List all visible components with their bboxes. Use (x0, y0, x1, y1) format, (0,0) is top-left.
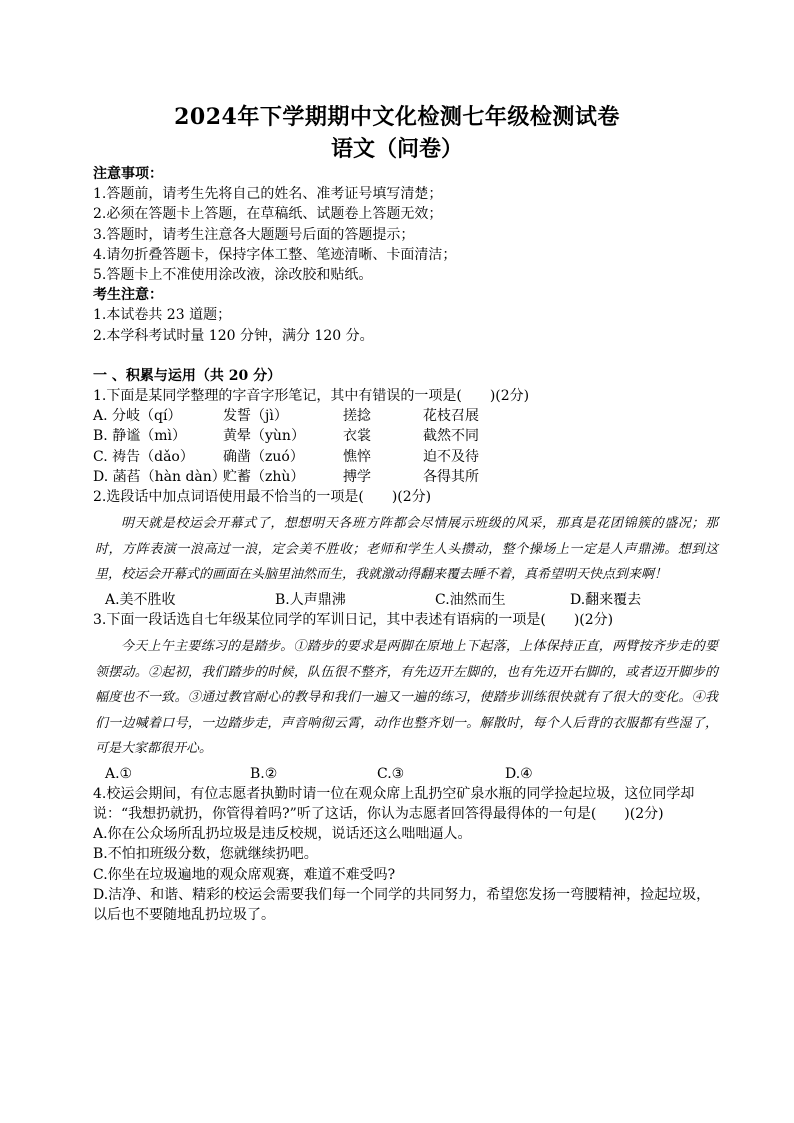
q1-cell: 花枝召展 (423, 408, 479, 425)
q1-cell: 确凿（zuó） (223, 448, 304, 465)
candidate-heading: 考生注意： (93, 287, 163, 304)
notice-item: 4.请勿折叠答题卡，保持字体工整、笔迹清晰、卡面清洁； (93, 246, 457, 263)
question-1-row (93, 426, 718, 446)
question-2-passage: 明天就是校运会开幕式了，想想明天各班方阵都会尽情展示班级的风采，那真是花团锦簇的盛况；那时，方阵表演一浪高过一浪，定会美不胜收；老师和学生人头攒动，整个操场上一定是人声鼎沸。想到这里，校运会开幕式的画面在头脑里油然而生，我就激动得翻来覆去睡不着，真希望明天快点到来啊！ (95, 516, 718, 583)
q2-option-b: B.人声鼎沸 (275, 591, 346, 608)
q1-cell: 憔悴 (343, 448, 371, 465)
question-1-row (93, 467, 718, 487)
exam-subtitle: 语文（问卷） (330, 136, 463, 162)
q4-option-c: C.你坐在垃圾遍地的观众席观赛，难道不难受吗? (93, 866, 396, 883)
q3-option-d: D.④ (505, 765, 533, 782)
question-3-stem: 3.下面一段话选自七年级某位同学的军训日记，其中表述有语病的一项是( )(2分) (93, 611, 614, 628)
q1-cell: 搏学 (343, 468, 371, 485)
q2-option-a: A.美不胜收 (105, 591, 176, 608)
question-1-row (93, 406, 718, 426)
candidate-item: 1.本试卷共 23 道题； (93, 307, 232, 324)
question-4-stem: 4.校运会期间，有位志愿者执勤时请一位在观众席上乱扔空矿泉水瓶的同学捡起垃圾，这位同学却说：“我想扔就扔，你管得着吗?”听了这话，你认为志愿者回答得最得体的一句是( )(2分) (93, 785, 695, 823)
q1-cell: 黄晕（yùn） (223, 428, 305, 445)
q4-option-d: D.洁净、和谐、精彩的校运会需要我们每一个同学的共同努力，希望您发扬一弯腰精神，捡起垃圾，以后也不要随地乱扔垃圾了。 (93, 886, 711, 924)
q1-cell: 搓捻 (343, 408, 371, 425)
exam-title: 2024年下学期期中文化检测七年级检测试卷 (174, 104, 620, 130)
q1-cell: D. 菡萏（hàn dàn） (93, 468, 226, 485)
q1-cell: 截然不同 (423, 428, 479, 445)
q3-option-c: C.③ (377, 765, 405, 782)
question-2-stem: 2.选段话中加点词语使用最不恰当的一项是( )(2分) (93, 489, 432, 506)
q1-cell: 发誓（jì） (223, 408, 288, 425)
question-1-row (93, 447, 718, 467)
notice-item: 1.答题前，请考生先将自己的姓名、准考证号填写清楚； (93, 186, 443, 203)
q1-cell: B. 静谧（mì） (93, 428, 186, 445)
notice-item: 3.答题时，请考生注意各大题题号后面的答题提示； (93, 226, 415, 243)
q3-option-b: B.② (250, 765, 278, 782)
question-3-options (93, 764, 718, 784)
exam-body (93, 164, 718, 925)
q3-option-a: A.① (105, 765, 133, 782)
q4-option-a: A.你在公众场所乱扔垃圾是违反校规，说话还这么咄咄逼人。 (93, 826, 472, 843)
q1-cell: 衣裳 (343, 428, 371, 445)
q1-cell: 贮蓄（zhù） (223, 468, 305, 485)
section-heading: 一 、积累与运用（共 20 分） (93, 367, 282, 384)
question-1-stem: 1.下面是某同学整理的字音字形笔记，其中有错误的一项是( )(2分) (93, 388, 530, 405)
notice-heading: 注意事项： (93, 166, 163, 182)
q1-cell: A. 分岐（qí） (93, 408, 182, 425)
q2-option-d: D.翻来覆去 (570, 591, 642, 608)
notice-item: 5.答题卡上不准使用涂改液，涂改胶和贴纸。 (93, 267, 373, 284)
question-3-passage: 今天上午主要练习的是踏步。①踏步的要求是两脚在原地上下起落，上体保持正直，两臂按齐步走的要领摆动。②起初，我们踏步的时候，队伍很不整齐，有先迈开左脚的，也有先迈开右脚的，或者迈开脚步的幅度也不一致。③通过教官耐心的教导和我们一遍又一遍的练习，使踏步训练很快就有了很大的变化。④我们一边喊着口号，一边踏步走，声音响彻云霄，动作也整齐划一。解散时，每个人后背的衣服都有些湿了，可是大家都很开心。 (95, 639, 718, 757)
q1-cell: 各得其所 (423, 468, 479, 485)
q4-option-b: B.不怕扣班级分数，您就继续扔吧。 (93, 846, 318, 863)
candidate-item: 2.本学科考试时量 120 分钟，满分 120 分。 (93, 327, 374, 344)
q1-cell: 迫不及待 (423, 448, 479, 465)
q2-option-c: C.油然而生 (435, 591, 506, 608)
notice-item: 2.必须在答题卡上答题，在草稿纸、试题卷上答题无效； (93, 206, 443, 223)
question-2-options (93, 590, 718, 610)
q1-cell: C. 祷告（dǎo） (93, 448, 194, 465)
